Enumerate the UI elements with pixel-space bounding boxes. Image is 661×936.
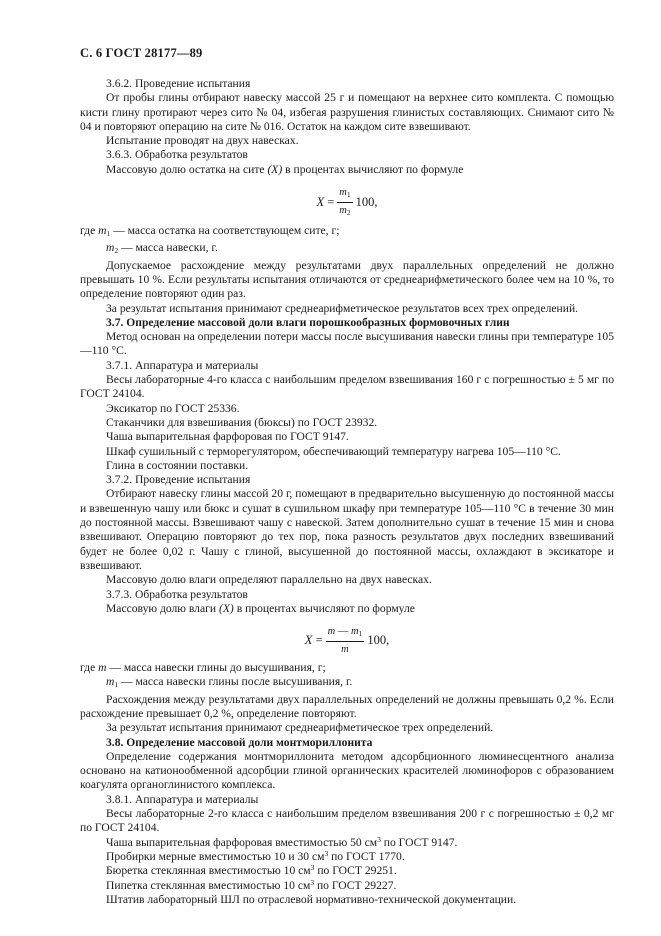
paragraph: За результат испытания принимают среднеарифметическое трех определений. [106, 721, 494, 735]
paragraph: Испытание проводят на двух навесках. [106, 134, 299, 148]
paragraph: Метод основан на определении потери массы после высушивания навески глины при температуре 105—110 °С. [80, 330, 614, 358]
paragraph: Расхождения между результатами двух параллельных определений не должны превышать 0,2 %. Если расхождение превышает 0,2 %, определение повторяют. [80, 692, 614, 720]
paragraph: Пробирки мерные вместимостью 10 и 30 $см^3$ по ГОСТ 1770. [106, 848, 405, 863]
fraction: $\frac{m — m_1}{m}$ [327, 626, 363, 656]
section-heading-bold: 3.7. Определение массовой доли влаги порошкообразных формовочных глин [106, 315, 510, 329]
section-heading: 3.6.3. Обработка результатов [106, 148, 248, 162]
paragraph: Шкаф сушильный с терморегулятором, обеспечивающий температуру нагрева 105—110 °С. [106, 444, 561, 458]
section-heading-bold: 3.8. Определение массовой доли монтмориллонита [106, 735, 373, 749]
paragraph: Бюретка стеклянная вместимостью 10 $см^3$ по ГОСТ 29251. [106, 863, 397, 878]
section-heading: 3.7.2. Проведение испытания [106, 473, 251, 487]
fraction: $\frac{m_1}{m_2}$ [339, 187, 351, 218]
paragraph: Глина в состоянии поставки. [106, 458, 249, 472]
paragraph: Массовую долю влаги определяют параллельно на двух навесках. [106, 573, 432, 587]
section-heading: 3.6.2. Проведение испытания [106, 77, 251, 90]
legend-line: $m_2$ — масса навески, г. [106, 241, 218, 256]
paragraph: Допускаемое расхождение между результатами двух параллельных определений не должно превышать 10 %. Если результаты испытания отличаются от среднеарифметического более чем на 10 %, то определение повторяют один раз. [80, 258, 614, 301]
paragraph: Пипетка стеклянная вместимостью 10 $см^3$ по ГОСТ 29227. [106, 877, 397, 892]
legend-line: где $m_1$ — масса остатка на соответствующем сите, г; [80, 224, 340, 239]
document-body [80, 77, 614, 907]
paragraph: Штатив лабораторный ШЛ по отраслевой нормативно-технической документации. [106, 892, 517, 906]
paragraph: От пробы глины отбирают навеску массой 25 г и помещают на верхнее сито комплекта. С помощью кисти глину протирают через сито № 04, избегая разрушения глинистых составляющих. Снимают сито № 04 и повторяют операцию на сите № 016. Остаток на каждом сите взвешивают. [80, 91, 614, 133]
formula-moisture: X = $\frac{m — m_1}{m}$ 100, [304, 626, 390, 656]
paragraph: За результат испытания принимают среднеарифметическое результатов всех трех определений. [106, 301, 579, 315]
section-heading: 3.8.1. Аппаратура и материалы [106, 792, 259, 806]
paragraph: Определение содержания монтмориллонита методом адсорбционного люминесцентного анализа основано на катионообменной адсорбции глиной органических красителей люминофоров с образованием коагулята органоглинистого комплекса. [80, 749, 614, 792]
formula-residue: X = $\frac{m_1}{m_2}$ 100, [316, 187, 378, 218]
paragraph: Весы лабораторные 4-го класса с наибольшим пределом взвешивания 160 г с погрешностью ± 5 мг по ГОСТ 24104. [80, 373, 614, 401]
paragraph: Чаша выпарительная фарфоровая вместимостью 50 $см^3$ по ГОСТ 9147. [106, 834, 458, 849]
paragraph: Отбирают навеску глины массой 20 г, помещают в предварительно высушенную до постоянной массы и взвешенную чашу или бюкс и сушат в сушильном шкафу при температуре 105—110 °С в течение 30 мин до постоянной массы. Взвешивают чашу с навеской. Затем дополнительно сушат в течение 15 мин и снова взвешивают. Операцию повторяют до тех пор, пока разность результатов двух последних взвешиваний будет не более 0,02 г. Чашу с глиной, высушенной до постоянной массы, охлаждают в эксикаторе и взвешивают. [80, 487, 614, 572]
symbol-x: (X) [218, 601, 234, 615]
symbol-x: (X) [267, 162, 283, 176]
section-heading: 3.7.3. Обработка результатов [106, 587, 248, 601]
page-header: С. 6 ГОСТ 28177—89 [80, 46, 203, 60]
paragraph: Массовую долю остатка на сите (X) в процентах вычисляют по формуле [106, 162, 464, 176]
section-heading: 3.7.1. Аппаратура и материалы [106, 358, 259, 372]
paragraph: Эксикатор по ГОСТ 25336. [106, 401, 240, 415]
paragraph: Весы лабораторные 2-го класса с наибольшим пределом взвешивания 200 г с погрешностью ± 0,2 мг по ГОСТ 24104. [80, 807, 614, 835]
paragraph: Чаша выпарительная фарфоровая по ГОСТ 9147. [106, 430, 349, 444]
paragraph: Стаканчики для взвешивания (бюксы) по ГОСТ 23932. [106, 415, 378, 429]
legend-line: $m_1$ — масса навески глины после высушивания, г. [106, 675, 353, 690]
legend-line: где m — масса навески глины до высушивания, г; [80, 661, 326, 675]
paragraph: Массовую долю влаги (X) в процентах вычисляют по формуле [106, 601, 415, 615]
